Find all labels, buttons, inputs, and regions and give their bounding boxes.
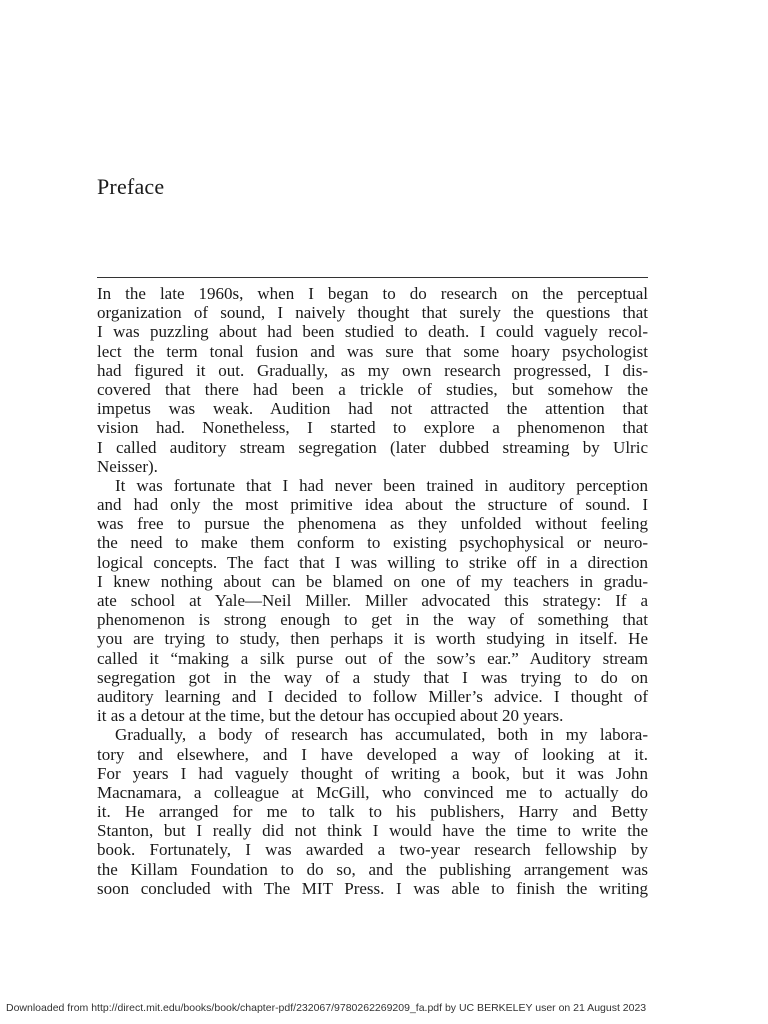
text-line: was free to pursue the phenomena as they unfolded without feeling (97, 514, 648, 534)
text-line: it. He arranged for me to talk to his publishers, Harry and Betty (97, 802, 648, 822)
text-line: ate school at Yale—Neil Miller. Miller advocated this strategy: If a (97, 591, 648, 610)
title-rule (97, 277, 648, 278)
text-line: I knew nothing about can be blamed on one of my teachers in gradu- (97, 571, 648, 591)
text-line: soon concluded with The MIT Press. I was able to finish the writing (97, 878, 648, 898)
text-line: vision had. Nonetheless, I started to explore a phenomenon that (97, 418, 648, 438)
text-line: organization of sound, I naively thought that surely the questions that (97, 303, 648, 323)
text-line: phenomenon is strong enough to get in the way of something that (97, 610, 648, 630)
text-line: covered that there had been a trickle of studies, but somehow the (97, 379, 648, 399)
text-line: the Killam Foundation to do so, and the publishing arrangement was (97, 859, 648, 879)
text-line: called it “making a silk purse out of the sow’s ear.” Auditory stream (97, 648, 648, 668)
text-line: you are trying to study, then perhaps it is worth studying in itself. He (97, 629, 648, 649)
preface-body (97, 284, 648, 898)
chapter-title: Preface (97, 174, 165, 199)
text-line: Macnamara, a colleague at McGill, who convinced me to actually do (97, 782, 648, 802)
text-line: Neisser). (97, 456, 158, 476)
text-line: Gradually, a body of research has accumulated, both in my labora- (115, 725, 648, 745)
text-line: I was puzzling about had been studied to death. I could vaguely recol- (97, 322, 648, 342)
text-line: auditory learning and I decided to follow Miller’s advice. I thought of (97, 686, 648, 706)
text-line: and had only the most primitive idea about the structure of sound. I (97, 495, 648, 515)
text-line: In the late 1960s, when I began to do research on the perceptual (97, 284, 648, 303)
text-line: it as a detour at the time, but the detour has occupied about 20 years. (97, 706, 564, 726)
text-line: segregation got in the way of a study that I was trying to do on (97, 667, 648, 687)
text-line: impetus was weak. Audition had not attracted the attention that (97, 399, 648, 419)
text-line: I called auditory stream segregation (later dubbed streaming by Ulric (97, 437, 648, 457)
text-line: tory and elsewhere, and I have developed a way of looking at it. (97, 744, 648, 764)
text-line: Stanton, but I really did not think I would have the time to write the (97, 821, 648, 841)
text-line: logical concepts. The fact that I was willing to strike off in a direction (97, 552, 648, 572)
text-line: book. Fortunately, I was awarded a two-year research fellowship by (97, 840, 648, 860)
text-line: For years I had vaguely thought of writing a book, but it was John (97, 763, 648, 783)
text-line: lect the term tonal fusion and was sure that some hoary psychologist (97, 341, 648, 361)
text-line: had figured it out. Gradually, as my own research progressed, I dis- (97, 360, 648, 380)
text-line: It was fortunate that I had never been trained in auditory perception (115, 475, 648, 495)
text-line: the need to make them conform to existing psychophysical or neuro- (97, 533, 648, 553)
download-footer: Downloaded from http://direct.mit.edu/books/book/chapter-pdf/232067/9780262269209_fa.pdf by UC BERKELEY user on 21 August 2023 (6, 1002, 647, 1014)
